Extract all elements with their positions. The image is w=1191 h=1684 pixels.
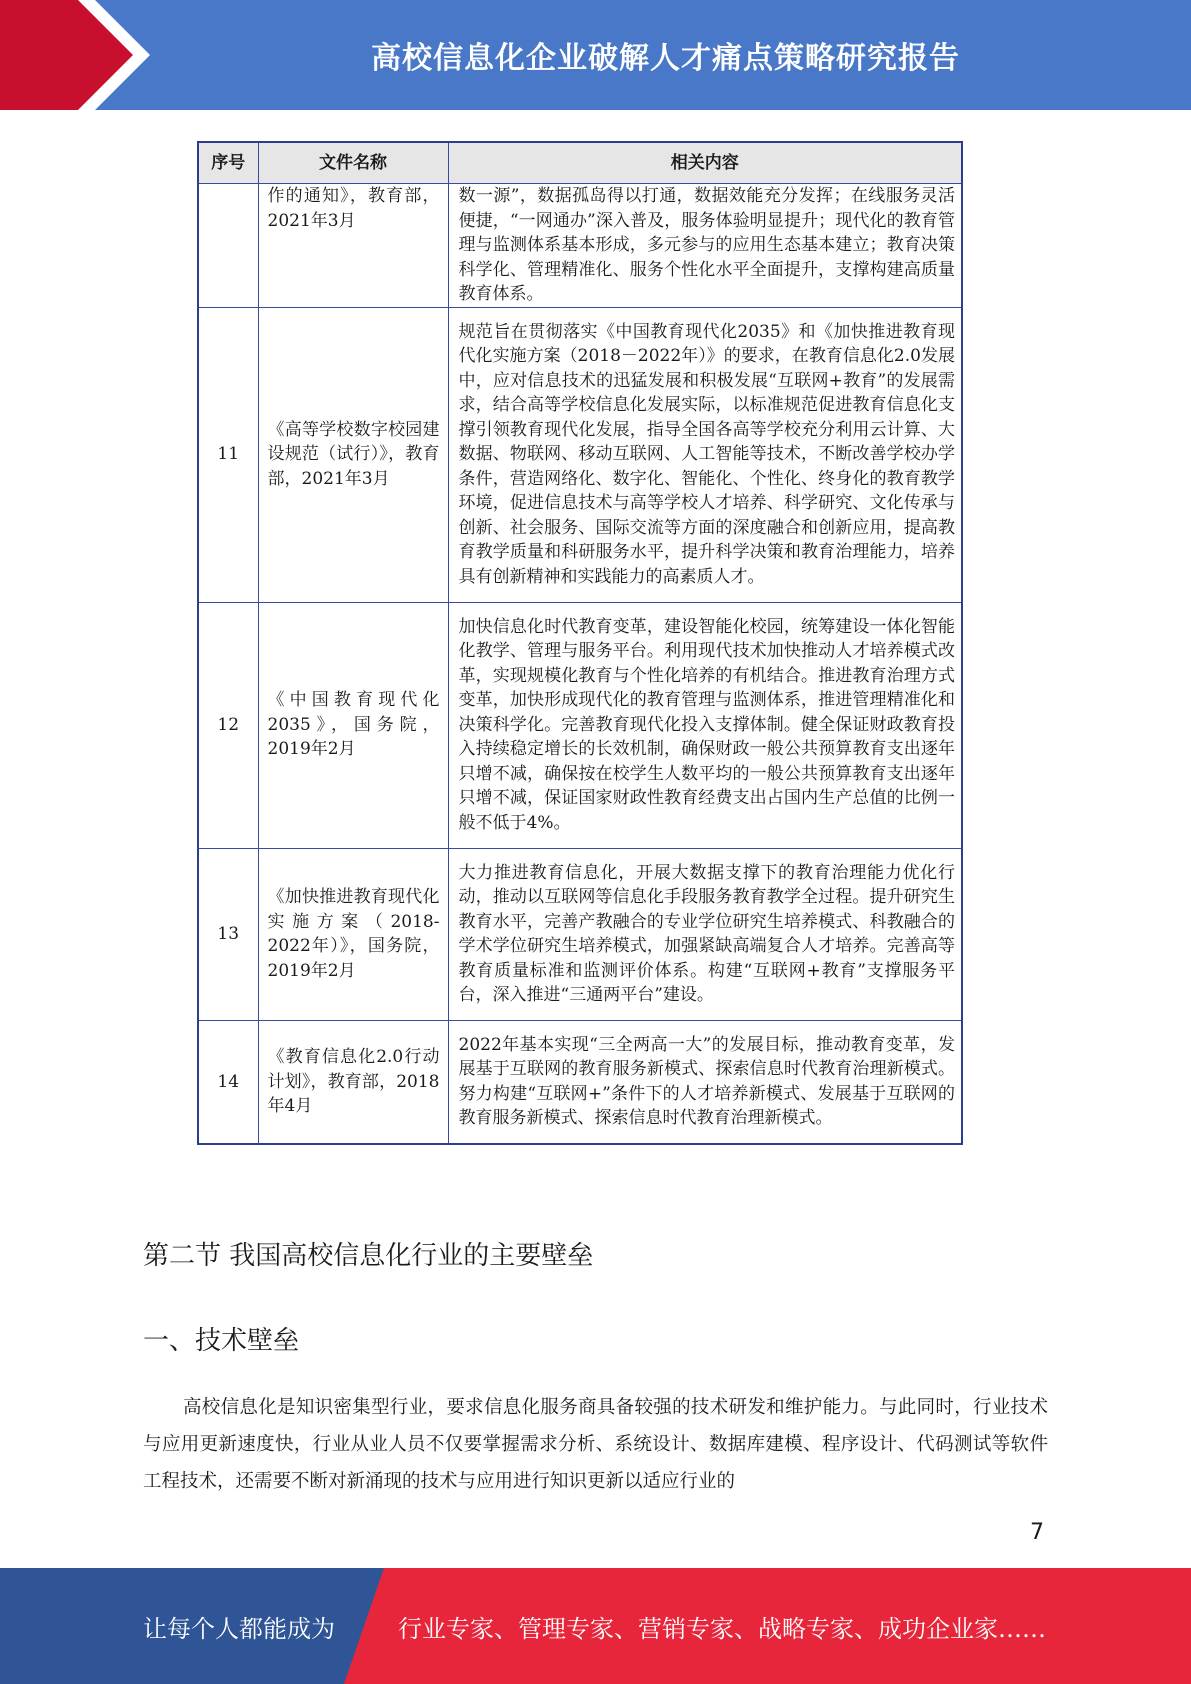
report-title: 高校信息化企业破解人才痛点策略研究报告 <box>371 41 960 76</box>
page-number: 7 <box>1030 1520 1044 1545</box>
table-header-row <box>198 142 962 184</box>
document-content: 大力推进教育信息化，开展大数据支撑下的教育治理能力优化行动，推动以互联网等信息化手段服务教育教学全过程。提升研究生教育水平，完善产教融合的专业学位研究生培养模式、科教融合的学术学位研究生培养模式，加强紧缺高端复合人才培养。完善高等教育质量标准和监测评价体系。构建“互联网+教育”支撑服务平台，深入推进“三通两平台”建设。 <box>448 848 962 1020</box>
document-name: 《中国教育现代化2035》，国务院，2019年2月 <box>258 602 448 848</box>
document-content: 加快信息化时代教育变革，建设智能化校园，统筹建设一体化智能化教学、管理与服务平台。利用现代技术加快推动人才培养模式改革，实现规模化教育与个性化培养的有机结合。推进教育治理方式变革，加快形成现代化的教育管理与监测体系，推进管理精准化和决策科学化。完善教育现代化投入支撑体制。健全保证财政教育投入持续稳定增长的长效机制，确保财政一般公共预算教育支出逐年只增不减，确保按在校学生人数平均的一般公共预算教育支出逐年只增不减，保证国家财政性教育经费支出占国内生产总值的比例一般不低于4%。 <box>448 602 962 848</box>
document-content: 规范旨在贯彻落实《中国教育现代化2035》和《加快推进教育现代化实施方案（2018－2022年）》的要求，在教育信息化2.0发展中，应对信息技术的迅猛发展和积极发展“互联网+教育”的发展需求，结合高等学校信息化发展实际，以标准规范促进教育信息化支撑引领教育现代化发展，指导全国各高等学校充分利用云计算、大数据、物联网、移动互联网、人工智能等技术，不断改善学校办学条件，营造网络化、数字化、智能化、个性化、终身化的教育教学环境，促进信息技术与高等学校人才培养、科学研究、文化传承与创新、社会服务、国际交流等方面的深度融合和创新应用，提高教育教学质量和科研服务水平，提升科学决策和教育治理能力，培养具有创新精神和实践能力的高素质人才。 <box>448 307 962 602</box>
row-number: 12 <box>198 602 258 848</box>
document-name: 作的通知》，教育部，2021年3月 <box>258 184 448 308</box>
table-row <box>198 1020 962 1144</box>
document-name: 《高等学校数字校园建设规范（试行）》，教育部，2021年3月 <box>258 307 448 602</box>
document-name: 《加快推进教育现代化实施方案（2018-2022年）》，国务院，2019年2月 <box>258 848 448 1020</box>
row-number: 14 <box>198 1020 258 1144</box>
table-row <box>198 184 962 308</box>
footer-slogan-left: 让每个人都能成为 <box>143 1614 335 1643</box>
body-paragraph: 高校信息化是知识密集型行业，要求信息化服务商具备较强的技术研发和维护能力。与此同时，行业技术与应用更新速度快，行业从业人员不仅要掌握需求分析、系统设计、数据库建模、程序设计、代码测试等软件工程技术，还需要不断对新涌现的技术与应用进行知识更新以适应行业的 <box>143 1397 1048 1492</box>
row-number: 13 <box>198 848 258 1020</box>
document-content: 2022年基本实现“三全两高一大”的发展目标，推动教育变革，发展基于互联网的教育服务新模式、探索信息时代教育治理新模式。努力构建“互联网+”条件下的人才培养新模式、发展基于互联网的教育服务新模式、探索信息时代教育治理新模式。 <box>448 1020 962 1144</box>
table-row <box>198 602 962 848</box>
column-header-no: 序号 <box>198 142 258 184</box>
row-number <box>198 184 258 308</box>
document-content: 数一源”，数据孤岛得以打通，数据效能充分发挥；在线服务灵活便捷，“一网通办”深入普及，服务体验明显提升；现代化的教育管理与监测体系基本形成，多元参与的应用生态基本建立；教育决策科学化、管理精准化、服务个性化水平全面提升，支撑构建高质量教育体系。 <box>448 184 962 308</box>
document-name: 《教育信息化2.0行动计划》，教育部，2018年4月 <box>258 1020 448 1144</box>
subsection-heading: 一、技术壁垒 <box>143 1326 300 1356</box>
row-number: 11 <box>198 307 258 602</box>
page-footer <box>0 1568 1191 1684</box>
policy-document-table <box>197 141 963 1145</box>
column-header-content: 相关内容 <box>448 142 962 184</box>
table-row <box>198 848 962 1020</box>
footer-slogan-right: 行业专家、管理专家、营销专家、战略专家、成功企业家…… <box>398 1614 1046 1643</box>
header-arrow-decoration <box>0 0 160 110</box>
page-header <box>0 0 1191 110</box>
column-header-name: 文件名称 <box>258 142 448 184</box>
section-heading: 第二节 我国高校信息化行业的主要壁垒 <box>143 1241 594 1271</box>
table-row <box>198 307 962 602</box>
